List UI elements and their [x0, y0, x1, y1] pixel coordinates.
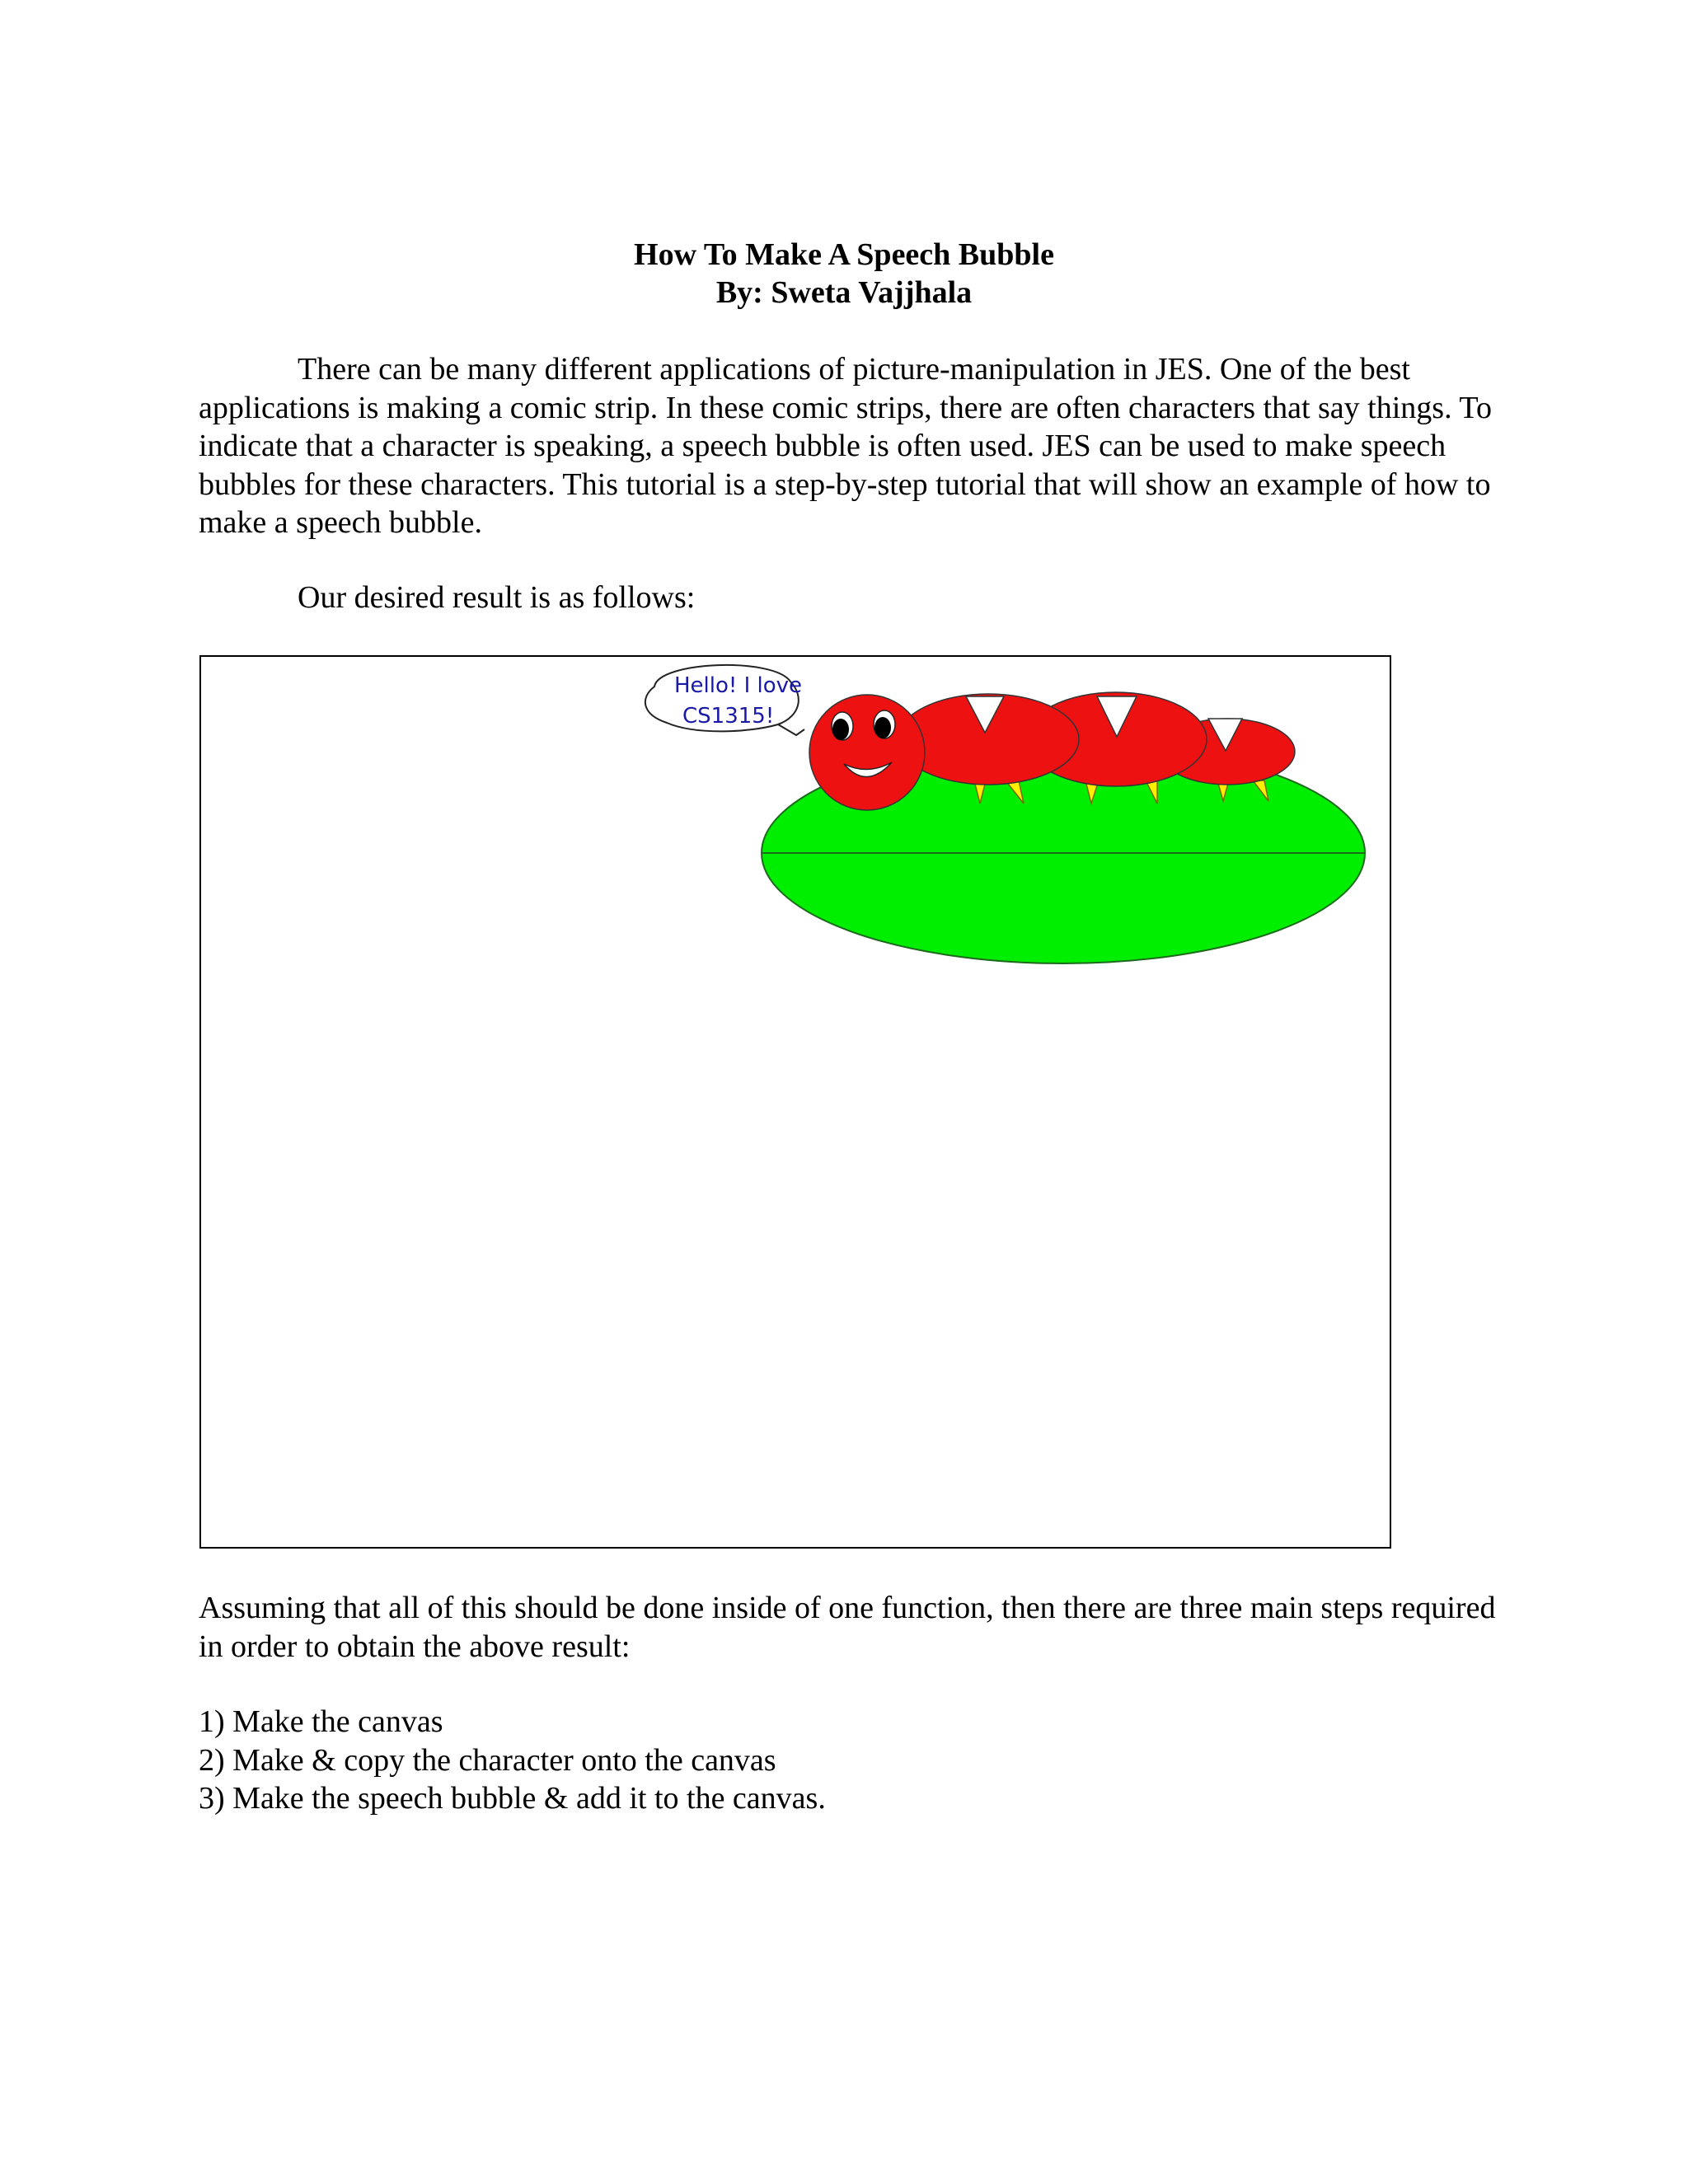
step-item: 1) Make the canvas — [199, 1704, 443, 1739]
speech-bubble-line-2: CS1315! — [682, 704, 775, 729]
speech-bubble-line-1: Hello! I love — [674, 673, 803, 698]
caterpillar-head — [809, 695, 925, 810]
steps-intro-paragraph: Assuming that all of this should be done inside of one function, then there are three main steps required in order to obtain the above result: — [199, 1591, 1496, 1664]
result-figure — [199, 655, 1391, 1549]
document-title: How To Make A Speech Bubble — [634, 237, 1054, 272]
steps-list — [199, 1703, 826, 1818]
speech-bubble — [645, 665, 804, 735]
result-intro-paragraph: Our desired result is as follows: — [298, 580, 696, 615]
caterpillar-body — [898, 692, 1295, 786]
document-byline: By: Sweta Vajjhala — [715, 275, 973, 310]
intro-paragraph: There can be many different applications of picture-manipulation in JES. One of the best applications is making a comic strip. In these comic strips, there are often characters that say things. To indicate that a character is speaking, a speech bubble is often used. JES can be used to make speech bubbles for these characters. This tutorial is a step-by-step tutorial that will show an example of how to make a speech bubble. — [199, 352, 1492, 540]
caterpillar-illustration — [201, 657, 1390, 1547]
step-item: 2) Make & copy the character onto the canvas — [199, 1742, 776, 1778]
step-item: 3) Make the speech bubble & add it to the canvas. — [199, 1781, 826, 1816]
